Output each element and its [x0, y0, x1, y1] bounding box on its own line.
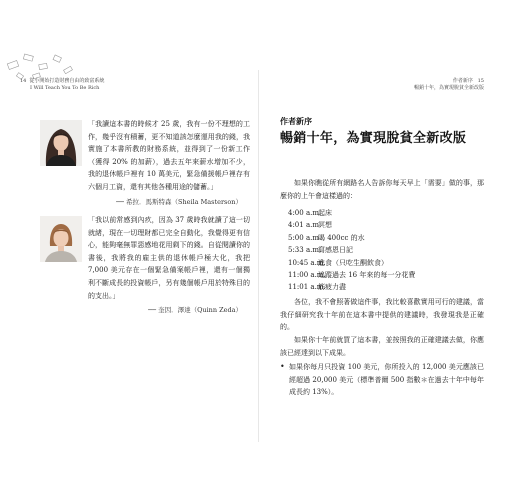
schedule-activity: 追蹤過去 16 年來的每一分花費	[318, 271, 416, 280]
avatar-photo-woman-dark-hair	[40, 120, 82, 166]
schedule-activity: 喝 400cc 的水	[318, 233, 365, 242]
schedule-activity: 寫感恩日記	[318, 246, 353, 255]
schedule-row	[288, 269, 415, 281]
section-label: 作者新序	[280, 116, 312, 126]
schedule-time: 11:00 a.m.	[288, 271, 326, 280]
right-page-number: 15	[477, 78, 484, 84]
schedule-row	[288, 219, 415, 231]
testimonial-2-quote: 「我以前常感到內疚，因為 37 歲時我就讀了這一切就緒，現在一切理財都已完全自動化，我覺得更有信心，能夠毫無罪惡感地花用剩下的錢。自從閱讀你的書後，我將我的雇主供的退休帳戶極大化，我把 7,000 美元存在一個緊急備案帳戶裡，還有一個獨利不斷成長的投資帳戶，另有幾個帳戶用於特殊目的的支出。」	[88, 216, 250, 300]
left-page-number: 14	[20, 78, 27, 84]
schedule-row	[288, 207, 415, 219]
testimonial-2	[40, 214, 250, 316]
bullet-item	[280, 361, 484, 399]
intro-paragraph: 如果你瞧從所有網路名人告訴你每天早上「需要」做的事，那麼你的上午會這樣過的：	[280, 179, 484, 200]
right-running-title: 作者新序	[452, 78, 473, 84]
testimonial-1	[40, 118, 250, 208]
schedule-row	[288, 281, 415, 293]
morning-schedule	[288, 207, 415, 294]
schedule-row	[288, 232, 415, 244]
schedule-time: 10:45 a.m.	[288, 258, 326, 267]
testimonial-1-quote: 「我讀這本書的時候才 25 歲，我有一份不理想的工作，幾乎沒有積蓄，更不知道該怎麼運用我的錢，我實施了本書所教的財務系統，並得到了一份新工作（獲得 20% 的加薪），過去五年來薪水增加不少，我的退休帳戶裡有 10 萬美元，緊急備援帳戶裡存有六個月工資，還有其他各種用途的儲蓄。」	[88, 120, 250, 191]
schedule-activity: 冥想	[318, 221, 332, 230]
gutter-divider	[258, 70, 259, 442]
schedule-activity: 筋疲力盡	[318, 283, 346, 292]
left-running-subtitle: I Will Teach You To Be Rich	[30, 84, 100, 91]
schedule-row	[288, 257, 415, 269]
bullet-text: 如果你每月只投資 100 美元，你所投入的 12,000 美元應該已經超過 20,000 美元（標準普爾 500 指數＊在過去十年中每年成長約 13%）。	[289, 363, 484, 397]
paragraph-3: 如果你十年前就買了這本書，並按照我的正確建議去做，你應該已經達到以下成果。	[280, 336, 484, 357]
avatar-photo-woman-short-hair	[40, 216, 82, 262]
schedule-activity: 進食（只吃生酮飲食）	[318, 258, 388, 267]
right-running-subtitle: 暢銷十年，為實現脫貧全新改版	[413, 84, 484, 91]
schedule-time: 5:33 a.m.	[288, 246, 322, 255]
right-running-head	[414, 78, 484, 91]
paragraph-2: 各位，我不會照著做這件事，我比較喜歡實用可行的建議，當我仔細研究我十年前在這本書中提供的建議時，我發現我是正確的。	[280, 298, 484, 332]
schedule-row	[288, 244, 415, 256]
schedule-time: 4:00 a.m.	[288, 209, 322, 217]
left-running-head	[20, 78, 104, 91]
bullet-dot-icon: •	[280, 362, 285, 371]
schedule-activity: 起床	[318, 209, 332, 217]
chapter-title: 暢銷十年，為實現脫貧全新改版	[280, 131, 467, 146]
left-running-title: 從小開始打造財務自由的致富系統	[29, 78, 105, 84]
schedule-time: 4:01 a.m.	[288, 221, 322, 230]
testimonial-1-signature: ── 希拉．馬斯特森（Sheila Masterson）	[116, 197, 242, 206]
schedule-time: 11:01 a.m.	[288, 283, 326, 292]
schedule-time: 5:00 a.m.	[288, 233, 322, 242]
testimonial-2-signature: ── 奎因．澤達（Quinn Zeda）	[148, 306, 242, 315]
